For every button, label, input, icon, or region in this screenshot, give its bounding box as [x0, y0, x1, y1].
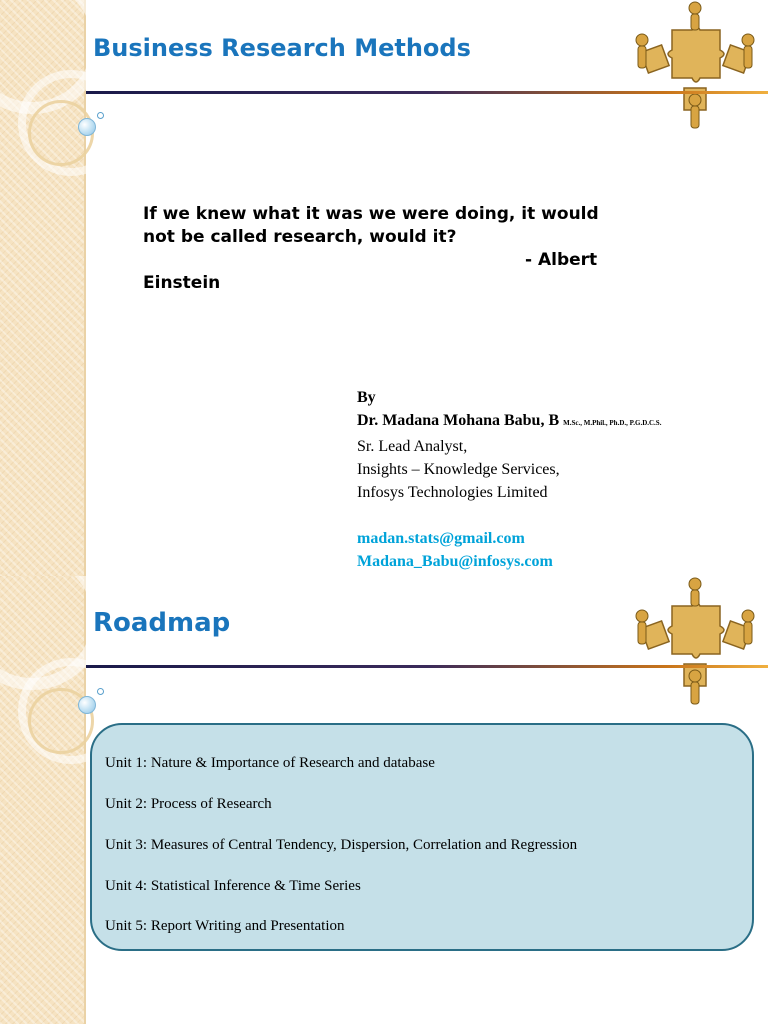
author-block [357, 386, 757, 573]
page-title: Business Research Methods [93, 34, 471, 62]
roadmap-box [90, 723, 754, 951]
title-divider [86, 91, 768, 94]
puzzle-people-logo-icon [622, 0, 768, 132]
author-credentials: M.Sc., M.Phil., Ph.D., P.G.D.C.S. [563, 419, 662, 427]
quote-line: If we knew what it was we were doing, it would [143, 204, 599, 224]
puzzle-people-logo-icon [622, 576, 768, 708]
unit-item: Unit 3: Measures of Central Tendency, Dispersion, Correlation and Regression [105, 837, 578, 853]
email-link[interactable]: madan.stats@gmail.com [357, 530, 525, 547]
author-company: Infosys Technologies Limited [357, 484, 548, 501]
quote-attribution: - Albert [525, 250, 598, 270]
author-role: Sr. Lead Analyst, [357, 438, 468, 455]
email-link[interactable]: Madana_Babu@infosys.com [357, 553, 553, 570]
bubble-bullet-icon [78, 696, 96, 714]
bubble-bullet-icon [97, 688, 104, 695]
slide-2 [0, 576, 768, 1024]
bubble-bullet-icon [78, 118, 96, 136]
author-name: Dr. Madana Mohana Babu, B [357, 412, 560, 429]
author-name-line [357, 409, 757, 435]
quote-attribution-name: Einstein [143, 273, 221, 293]
unit-item: Unit 5: Report Writing and Presentation [105, 918, 345, 934]
page-title: Roadmap [93, 608, 231, 638]
title-divider [86, 665, 768, 668]
unit-item: Unit 2: Process of Research [105, 796, 272, 812]
bubble-bullet-icon [97, 112, 104, 119]
unit-item: Unit 1: Nature & Importance of Research and database [105, 755, 435, 771]
unit-item: Unit 4: Statistical Inference & Time Series [105, 878, 361, 894]
quote [143, 203, 663, 295]
author-by: By [357, 389, 376, 406]
author-dept: Insights – Knowledge Services, [357, 461, 560, 478]
quote-line: not be called research, would it? [143, 227, 457, 247]
